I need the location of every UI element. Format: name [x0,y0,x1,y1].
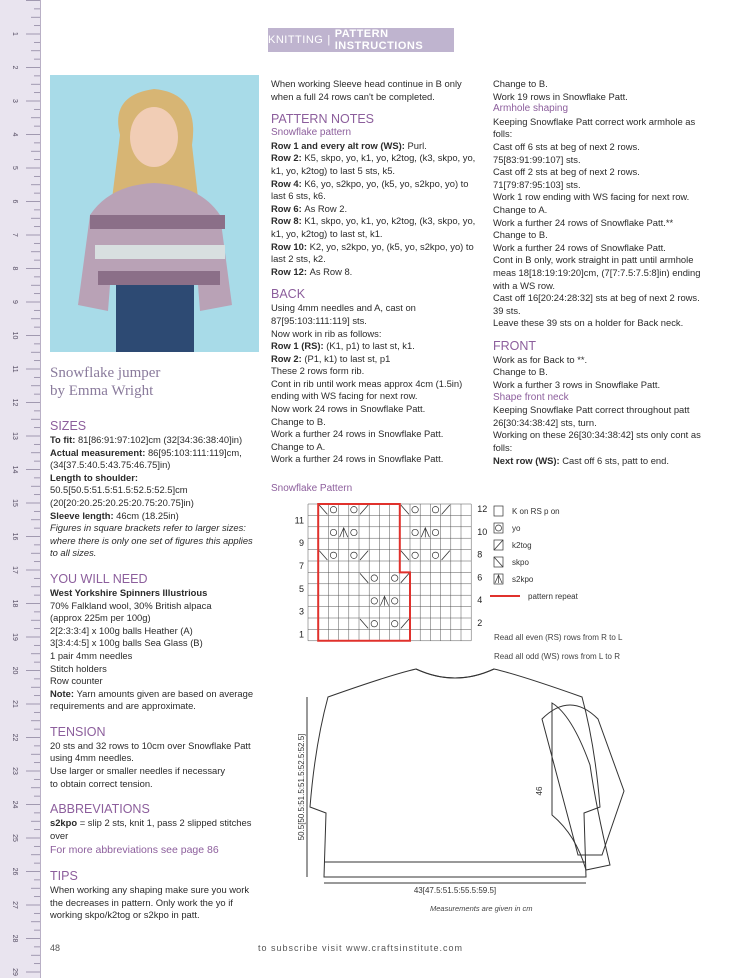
sleeve-head-note: When working Sleeve head continue in B only when a full 24 rows can't be completed. [271,78,462,102]
k2tog-symbol [360,505,368,514]
legend-s2kpo-icon [495,575,502,583]
chart-note: Read all even (RS) rows from R to L [494,633,623,642]
tension-heading: TENSION [50,724,106,739]
instruction-line: Work a further 3 rows in Snowflake Patt. [493,379,661,391]
need-heading: YOU WILL NEED [50,571,148,586]
yo-symbol [330,552,336,558]
ruler-number: 19 [11,633,18,641]
legend-label: pattern repeat [528,592,578,601]
ruler-number: 1 [11,32,18,36]
ruler-number: 24 [11,800,18,809]
abbrev-s2kpo: s2kpo = slip 2 sts, knit 1, pass 2 slipped stitches over [50,817,252,841]
tension-line: 20 sts and 32 rows to 10cm over Snowflake Patt [50,739,251,751]
snowflake-heading: Snowflake pattern [271,127,352,139]
ruler-number: 15 [11,499,18,507]
ruler-number: 14 [11,465,18,474]
yo-symbol [330,529,336,535]
pattern-author: by Emma Wright [50,383,154,399]
front-neck-instructions [493,404,708,454]
ruler-number: 2 [11,65,18,70]
ruler-number: 13 [11,432,18,440]
ruler-number: 26 [11,867,18,876]
back-line: Change to A. [271,440,326,452]
back-line: Change to B. [271,415,326,427]
instruction-line: Cast off 2 sts at beg of next 2 rows. [493,166,640,178]
tension-line: Use larger or smaller needles if necessary [50,765,226,777]
yo-symbol [392,621,398,627]
row-label-left: 11 [294,515,304,526]
back-line: Now work 24 rows in Snowflake Patt. [271,403,426,415]
legend-yo-icon [496,525,502,531]
measurements-note: Measurements are given in cm [430,904,533,913]
sleeve-length-label: 46 [535,786,544,796]
yo-symbol [392,598,398,604]
skpo-symbol [401,505,409,514]
front-instructions [493,354,708,392]
yo-symbol [351,552,357,558]
pattern-row: Row 8: K1, skpo, yo, k1, yo, k2tog, (k3, skpo, yo, k1, yo, k2tog) to last st, k1. [271,215,476,239]
ruler-number: 20 [11,666,18,675]
tension-line: to obtain correct tension. [50,777,153,789]
row-label-right: 10 [477,526,488,537]
legend-label: K on RS p on [512,507,560,516]
back-heading: BACK [271,287,306,302]
skpo-symbol [360,619,368,628]
pattern-row: Row 2: K5, skpo, yo, k1, yo, k2tog, (k3, skpo, yo, k1, yo, k2tog) to last 5 sts, k5. [271,152,476,176]
yo-symbol [371,621,377,627]
row-label-right: 8 [477,549,483,560]
need-item: 3[3:4:4:5] x 100g balls Sea Glass (B) [50,637,203,649]
yo-symbol [432,529,438,535]
back-line: Cont in rib until work meas approx 4cm (1.5in) ending with WS facing for next row. [271,377,463,402]
row-label-left: 1 [298,629,304,640]
need-item: Row counter [50,675,103,687]
next-row: Next row (WS): Cast off 6 sts, patt to end. [493,454,669,466]
legend-label: k2tog [512,541,532,550]
yo-symbol [432,507,438,513]
armhole-heading: Armhole shaping [493,103,569,115]
skpo-symbol [401,551,409,560]
ruler-number: 4 [11,132,18,137]
height-label: 50.5[50.5:51.5:51.5:52.5:52.5] [297,733,306,841]
yo-symbol [432,552,438,558]
ruler-strip [0,0,41,978]
k2tog-symbol [442,505,450,514]
yo-symbol [412,529,418,535]
width-label: 43[47.5:51.5:55.5:59.5] [413,886,497,895]
instruction-line: Change to B. [493,229,548,241]
yo-symbol [412,552,418,558]
k2tog-symbol [401,573,409,582]
abbrev-more-link[interactable]: For more abbreviations see page 86 [50,844,219,857]
sizes-length: Length to shoulder: 50.5[50.5:51.5:51.5:52.5:52.5]cm (20[20:20.25:20.25:20.75:20.75]in) [50,471,194,508]
need-item: 70% Falkland wool, 30% British alpaca [50,599,212,611]
instruction-line: Change to B. [493,78,548,89]
k2tog-symbol [442,551,450,560]
yo-symbol [371,598,377,604]
back-instructions [271,302,481,466]
instruction-line: Work a further 24 rows of Snowflake Patt.** [493,216,674,228]
yo-symbol [330,507,336,513]
back-line: Row 1 (RS): (K1, p1) to last st, k1. [271,340,415,352]
sizes-note: Figures in square brackets refer to larger sizes: where there is only one set of figures this applies to all sizes. [50,522,253,559]
yarn-title: West Yorkshire Spinners Illustrious [50,586,208,598]
ruler-number: 8 [11,266,18,271]
instruction-line: Keeping Snowflake Patt correct throughout patt 26[30:34:38:42] sts, turn. [493,404,690,428]
instruction-line: Keeping Snowflake Patt correct work armhole as folls: [493,115,696,140]
front-heading: FRONT [493,338,537,353]
chart-legend [490,502,650,606]
ruler-number: 9 [11,300,18,304]
back-line: Work a further 24 rows in Snowflake Patt. [271,453,444,465]
ruler-number: 6 [11,199,18,204]
front-neck-heading: Shape front neck [493,391,569,403]
legend-label: s2kpo [512,575,534,584]
header-separator: | [327,34,331,46]
ruler-number: 18 [11,599,18,608]
yo-symbol [412,507,418,513]
armhole-instructions [493,116,708,330]
legend-skpo-icon [494,557,503,567]
instruction-line: Change to A. [493,203,548,215]
skpo-symbol [360,573,368,582]
skpo-symbol [319,551,327,560]
ruler-number: 27 [11,901,18,909]
row-label-left: 3 [298,606,304,617]
row-label-right: 12 [477,504,488,514]
ruler-number: 25 [11,834,18,842]
ruler-number: 22 [11,733,18,742]
need-note: Note: Yarn amounts given are based on average requirements and are approximate. [50,687,254,712]
pattern-notes-heading: PATTERN NOTES [271,112,375,127]
instruction-line: 75[83:91:99:107] sts. [493,153,581,165]
back-line: These 2 rows form rib. [271,365,365,377]
instruction-line: Work as for Back to **. [493,353,588,365]
ruler-number: 5 [11,166,18,170]
tips-text: When working any shaping make sure you work the decreases in pattern. Only work the yo if working skpo/k2tog or s2kpo in patt. [50,884,250,921]
ruler-number: 12 [11,398,18,407]
sizes-sleeve: Sleeve length: 46cm (18.25in) [50,509,179,521]
instruction-line: 71[79:87:95:103] sts. [493,178,581,190]
column-middle [271,78,481,466]
legend-label: yo [512,524,521,533]
need-list [50,600,260,688]
row-label-right: 2 [477,618,483,628]
back-continued [493,78,708,103]
pattern-rows [271,140,481,279]
need-item: 2[2:3:3:4] x 100g balls Heather (A) [50,624,193,636]
instruction-line: Work 19 rows in Snowflake Patt. [493,90,628,102]
back-line: Now work in rib as follows: [271,327,382,339]
ruler-number: 28 [11,934,18,943]
row-label-left: 7 [298,561,304,571]
back-line: Using 4mm needles and A, cast on 87[95:103:111:119] sts. [271,302,416,326]
instruction-line: Work 1 row ending with WS facing for next row. [493,191,690,203]
need-item: (approx 225m per 100g) [50,612,151,624]
yo-symbol [351,529,357,535]
tips-heading: TIPS [50,869,78,884]
instruction-line: Cast off 16[20:24:28:32] sts at beg of next 2 rows. [493,292,700,304]
row-label-left: 5 [298,583,304,594]
instruction-line: Change to B. [493,366,548,378]
s2kpo-symbol [380,596,388,605]
sleeve-piece [542,705,624,855]
ruler-number: 23 [11,767,18,775]
legend-label: skpo [512,558,529,567]
pattern-row: Row 1 and every alt row (WS): Purl. [271,139,427,151]
s2kpo-symbol [340,528,348,537]
ruler-number: 21 [11,700,18,708]
neckline [416,669,494,678]
ruler-number: 29 [11,968,18,976]
model-illustration [50,75,259,352]
ruler-ticks [0,0,40,978]
pattern-title: Snowflake jumper [50,365,161,381]
subscribe-link[interactable]: to subscribe visit www.craftsinstitute.com [258,943,464,953]
garment-schematic [290,655,650,900]
page-number: 48 [50,943,61,953]
pattern-row: Row 12: As Row 8. [271,265,353,277]
yo-symbol [371,575,377,581]
k2tog-symbol [401,619,409,628]
header-subsection: PATTERN INSTRUCTIONS [334,28,424,52]
chart-note: Read all odd (WS) rows from L to R [494,652,620,661]
abbreviations-heading: ABBREVIATIONS [50,802,150,817]
ruler-number: 17 [11,566,18,574]
ruler-number: 11 [11,365,18,373]
header-section: KNITTING [268,34,324,46]
need-item: 1 pair 4mm needles [50,649,133,661]
skpo-symbol [319,505,327,514]
pattern-row: Row 4: K6, yo, s2kpo, yo, (k5, yo, s2kpo, yo) to last 6 sts, k6. [271,177,469,202]
instruction-line: 39 sts. [493,304,521,316]
pattern-row: Row 6: As Row 2. [271,202,348,214]
yo-symbol [392,575,398,581]
section-header [268,28,454,52]
tension-line: using 4mm needles. [50,752,134,764]
pattern-row: Row 10: K2, yo, s2kpo, yo, (k5, yo, s2kpo, yo) to last 2 sts, k2. [271,240,474,265]
legend-swatch [494,506,503,516]
sizes-to-fit: To fit: 81[86:91:97:102]cm (32[34:36:38:40]in) [50,434,243,445]
ruler-number: 7 [11,233,18,237]
instruction-line: Work a further 24 rows of Snowflake Patt. [493,241,666,253]
sizes-heading: SIZES [50,419,87,433]
need-item: Stitch holders [50,662,107,674]
k2tog-symbol [360,551,368,560]
model-photo [50,75,259,352]
instruction-line: Cast off 6 sts at beg of next 2 rows. [493,140,640,152]
s2kpo-symbol [421,528,429,537]
instruction-line: Leave these 39 sts on a holder for Back neck. [493,317,684,329]
sizes-actual: Actual measurement: 86[95:103:111:119]cm, (34[37.5:40.5:43.75:46.75]in) [50,446,242,471]
ruler-number: 10 [11,331,18,340]
row-label-left: 9 [298,538,304,549]
back-line: Row 2: (P1, k1) to last st, p1 [271,352,391,364]
column-left [50,364,260,922]
instruction-line: Cont in B only, work straight in patt until armhole meas 18[18:19:19:20]cm, (7[7:7.5:7.5:8]in) ending with a WS row. [493,254,701,291]
ruler-number: 16 [11,532,18,541]
yo-symbol [351,507,357,513]
legend-k2tog-icon [494,540,503,550]
tension-text [50,740,260,790]
back-line: Work a further 24 rows in Snowflake Patt. [271,428,444,440]
ruler-number: 3 [11,99,18,103]
chart-title: Snowflake Pattern [271,483,353,494]
row-label-right: 4 [477,595,483,606]
row-label-right: 6 [477,572,483,583]
instruction-line: Working on these 26[30:34:38:42] sts only cont as folls: [493,429,701,454]
column-right [493,78,708,467]
